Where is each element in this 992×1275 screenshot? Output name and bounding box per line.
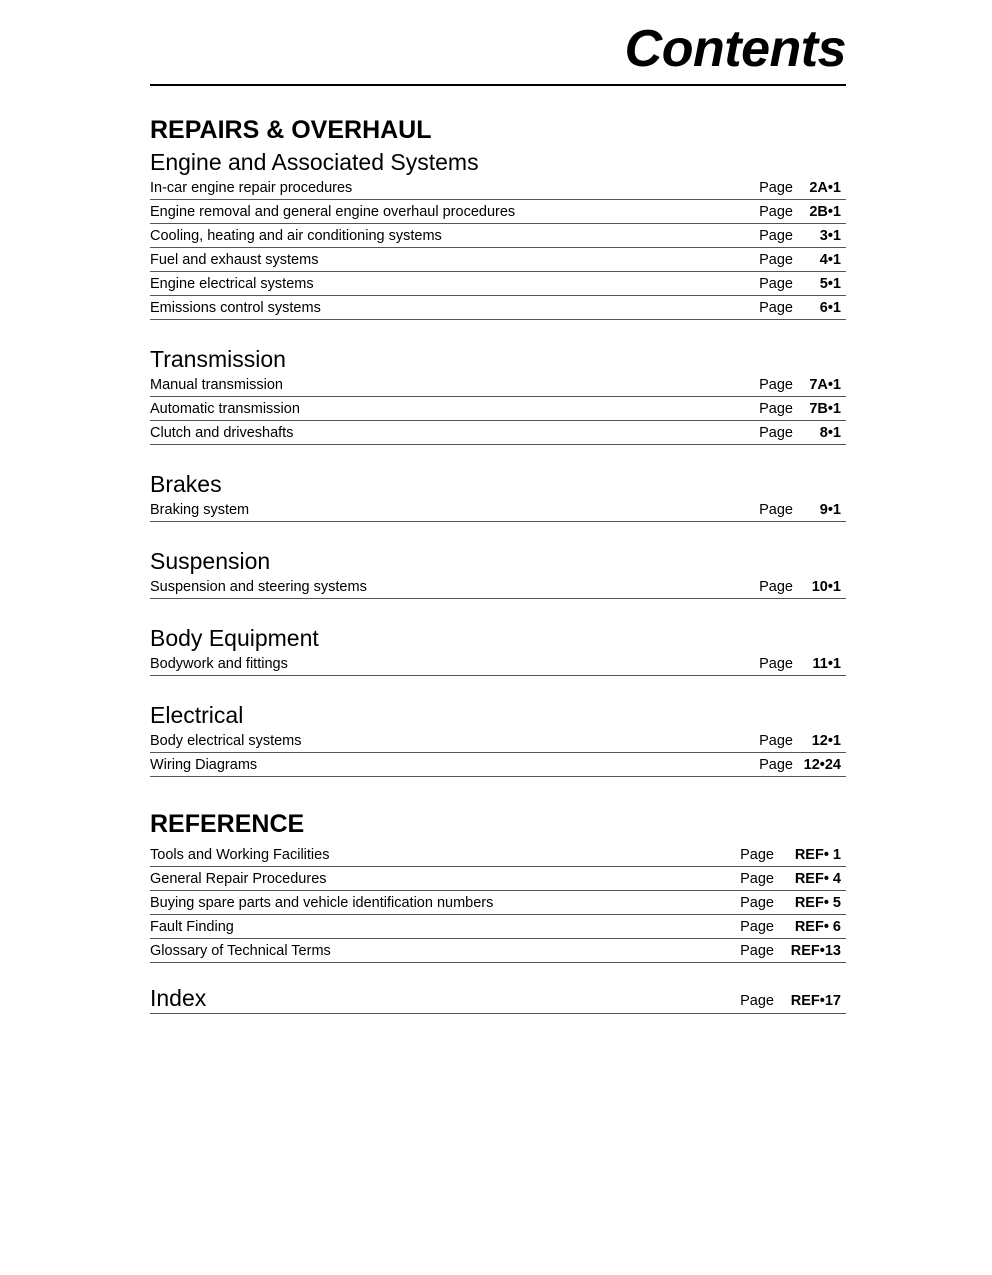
section-electrical xyxy=(150,700,846,777)
index-entry[interactable] xyxy=(150,983,846,1014)
section-heading: Body Equipment xyxy=(150,625,319,651)
index-label: Index xyxy=(150,985,207,1011)
toc-entry[interactable] xyxy=(150,844,846,867)
toc-entry[interactable] xyxy=(150,653,846,676)
toc-entry[interactable] xyxy=(150,499,846,522)
page-word: Page xyxy=(759,276,793,292)
entry-label: Engine electrical systems xyxy=(150,276,314,292)
entry-label: Body electrical systems xyxy=(150,733,302,749)
entry-label: Cooling, heating and air conditioning systems xyxy=(150,228,442,244)
page-word: Page xyxy=(759,502,793,518)
part-heading-reference: REFERENCE xyxy=(150,810,305,838)
section-heading: Suspension xyxy=(150,548,271,574)
page-word: Page xyxy=(740,895,774,911)
section-brakes xyxy=(150,469,846,522)
title-rule xyxy=(150,84,846,86)
entry-label: In-car engine repair procedures xyxy=(150,180,353,196)
section-engine xyxy=(150,147,846,320)
page-number: 12•24 xyxy=(803,757,841,773)
toc-entry[interactable] xyxy=(150,297,846,320)
page-number: 7B•1 xyxy=(809,401,841,417)
page-number: REF•13 xyxy=(790,943,841,959)
toc-entry[interactable] xyxy=(150,398,846,421)
page-word: Page xyxy=(759,425,793,441)
toc-entry[interactable] xyxy=(150,868,846,891)
page-number: 8•1 xyxy=(819,425,841,441)
entry-label: General Repair Procedures xyxy=(150,871,327,887)
section-suspension xyxy=(150,546,846,599)
page-number: REF• 4 xyxy=(794,871,841,887)
page-number: 9•1 xyxy=(819,502,841,518)
section-body-equipment xyxy=(150,623,846,676)
page-number: 4•1 xyxy=(819,252,841,268)
page-word: Page xyxy=(759,252,793,268)
page-number: 11•1 xyxy=(812,656,841,672)
page-number: REF• 1 xyxy=(794,847,841,863)
page-number: 10•1 xyxy=(811,579,841,595)
page-word: Page xyxy=(740,919,774,935)
page-number: 2A•1 xyxy=(809,180,841,196)
page-word: Page xyxy=(759,757,793,773)
section-heading: Electrical xyxy=(150,702,244,728)
page-word: Page xyxy=(740,847,774,863)
page-number: 6•1 xyxy=(819,300,841,316)
entry-label: Braking system xyxy=(150,502,250,518)
page-number: REF• 5 xyxy=(794,895,841,911)
entry-label: Engine removal and general engine overhaul procedures xyxy=(150,204,516,220)
entry-label: Clutch and driveshafts xyxy=(150,425,294,441)
page-number: REF•17 xyxy=(790,993,841,1009)
page-word: Page xyxy=(759,228,793,244)
entry-label: Bodywork and fittings xyxy=(150,656,288,672)
toc-entry[interactable] xyxy=(150,730,846,753)
page-word: Page xyxy=(759,300,793,316)
page-word: Page xyxy=(759,180,793,196)
page-word: Page xyxy=(759,579,793,595)
page-word: Page xyxy=(759,401,793,417)
entry-label: Automatic transmission xyxy=(150,401,300,417)
section-heading: Brakes xyxy=(150,471,222,497)
page-word: Page xyxy=(759,377,793,393)
page-word: Page xyxy=(759,204,793,220)
page-word: Page xyxy=(740,871,774,887)
toc-entry[interactable] xyxy=(150,422,846,445)
toc-entry[interactable] xyxy=(150,576,846,599)
page-number: 2B•1 xyxy=(809,204,841,220)
page-number: 7A•1 xyxy=(809,377,841,393)
toc-content xyxy=(150,113,846,1014)
toc-entry[interactable] xyxy=(150,892,846,915)
toc-entry[interactable] xyxy=(150,273,846,296)
toc-entry[interactable] xyxy=(150,249,846,272)
part-heading-repairs: REPAIRS & OVERHAUL xyxy=(150,116,432,144)
toc-entry[interactable] xyxy=(150,754,846,777)
page-number: 3•1 xyxy=(819,228,841,244)
page-word: Page xyxy=(759,656,793,672)
entry-label: Suspension and steering systems xyxy=(150,579,367,595)
section-heading: Engine and Associated Systems xyxy=(150,149,479,175)
entry-label: Buying spare parts and vehicle identification numbers xyxy=(150,895,494,911)
toc-entry[interactable] xyxy=(150,201,846,224)
page-number: 5•1 xyxy=(819,276,841,292)
page-word: Page xyxy=(740,993,774,1009)
page-number: REF• 6 xyxy=(794,919,841,935)
page-number: 12•1 xyxy=(811,733,841,749)
page-word: Page xyxy=(740,943,774,959)
reference-list xyxy=(150,844,846,963)
toc-entry[interactable] xyxy=(150,177,846,200)
toc-entry[interactable] xyxy=(150,916,846,939)
page-word: Page xyxy=(759,733,793,749)
page-title: Contents xyxy=(624,20,846,78)
entry-label: Glossary of Technical Terms xyxy=(150,943,331,959)
entry-label: Manual transmission xyxy=(150,377,283,393)
entry-label: Tools and Working Facilities xyxy=(150,847,330,863)
entry-label: Emissions control systems xyxy=(150,300,321,316)
toc-entry[interactable] xyxy=(150,225,846,248)
toc-entry[interactable] xyxy=(150,940,846,963)
entry-label: Wiring Diagrams xyxy=(150,757,258,773)
entry-label: Fault Finding xyxy=(150,919,234,935)
toc-entry[interactable] xyxy=(150,374,846,397)
section-heading: Transmission xyxy=(150,346,286,372)
section-transmission xyxy=(150,344,846,445)
entry-label: Fuel and exhaust systems xyxy=(150,252,319,268)
